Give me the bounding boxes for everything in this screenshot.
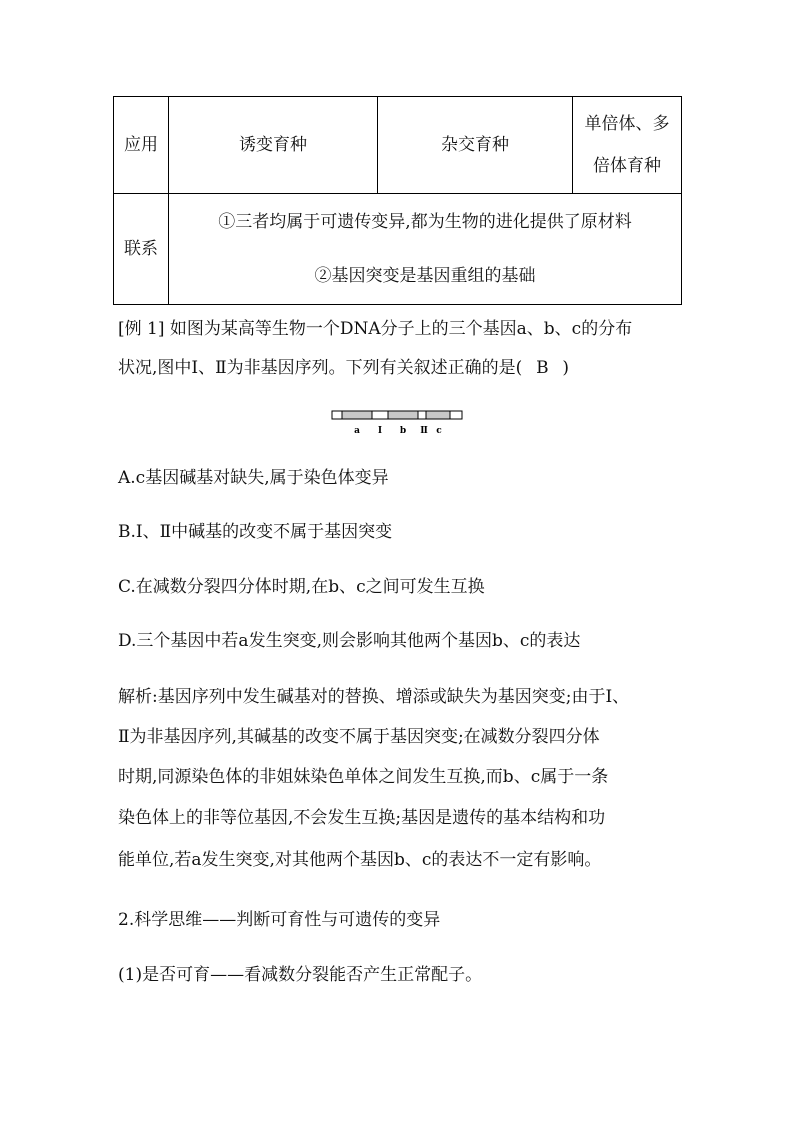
example-line-2-text: 状况,图中Ⅰ、Ⅱ为非基因序列。下列有关叙述正确的是(	[118, 358, 523, 378]
example-closing-paren: )	[562, 358, 569, 378]
dna-strand	[332, 411, 462, 419]
dna-end-left	[332, 411, 342, 419]
analysis-line-4: 染色体上的非等位基因,不会发生互换;基因是遗传的基本结构和功	[118, 808, 606, 828]
example-line-2	[118, 354, 688, 382]
table-row-relation	[114, 194, 682, 305]
label-spacer-2: Ⅱ	[420, 426, 428, 436]
label-gene-c: c	[436, 426, 442, 436]
gene-c-segment	[426, 411, 450, 419]
label-spacer-1: Ⅰ	[377, 426, 383, 436]
ploidy-line-2: 倍体育种	[593, 156, 661, 176]
label-gene-a: a	[354, 426, 360, 436]
row-label-relation: 联系	[114, 194, 169, 305]
relation-line-1: ①三者均属于可遗传变异,都为生物的进化提供了原材料	[218, 212, 632, 232]
dna-end-right	[450, 411, 462, 419]
cell-relation	[169, 194, 682, 305]
option-c: C.在减数分裂四分体时期,在b、c之间可发生互换	[118, 577, 485, 597]
gene-a-segment	[342, 411, 372, 419]
analysis-line-3: 时期,同源染色体的非姐妹染色单体之间发生互换,而b、c属于一条	[118, 767, 609, 787]
dna-gene-diagram	[331, 409, 463, 437]
cell-ploidy-breeding	[573, 97, 682, 194]
analysis-line-5: 能单位,若a发生突变,对其他两个基因b、c的表达不一定有影响。	[118, 850, 602, 870]
option-b: B.Ⅰ、Ⅱ中碱基的改变不属于基因突变	[118, 522, 393, 542]
option-a: A.c基因碱基对缺失,属于染色体变异	[118, 468, 389, 488]
breeding-comparison-table	[113, 96, 682, 305]
option-d: D.三个基因中若a发生突变,则会影响其他两个基因b、c的表达	[118, 631, 581, 651]
relation-line-2: ②基因突变是基因重组的基础	[314, 266, 536, 286]
row-label-application: 应用	[114, 97, 169, 194]
label-gene-b: b	[399, 426, 407, 436]
section-heading: 2.科学思维——判断可育性与可遗传的变异	[118, 910, 441, 930]
analysis-line-2: Ⅱ为非基因序列,其碱基的改变不属于基因突变;在减数分裂四分体	[118, 727, 600, 747]
example-answer: B	[536, 358, 549, 378]
cell-hybrid-breeding: 杂交育种	[378, 97, 573, 194]
cell-mutation-breeding: 诱变育种	[169, 97, 378, 194]
analysis-line-1: 解析:基因序列中发生碱基对的替换、增添或缺失为基因突变;由于Ⅰ、	[118, 687, 630, 707]
ploidy-line-1: 单倍体、多	[584, 114, 670, 134]
gene-b-segment	[388, 411, 418, 419]
spacer-1-segment	[372, 411, 388, 419]
subsection-heading: (1)是否可育——看减数分裂能否产生正常配子。	[118, 965, 483, 985]
table-row-application	[114, 97, 682, 194]
example-line-1: [例 1] 如图为某高等生物一个DNA分子上的三个基因a、b、c的分布	[118, 319, 633, 339]
spacer-2-segment	[418, 411, 426, 419]
